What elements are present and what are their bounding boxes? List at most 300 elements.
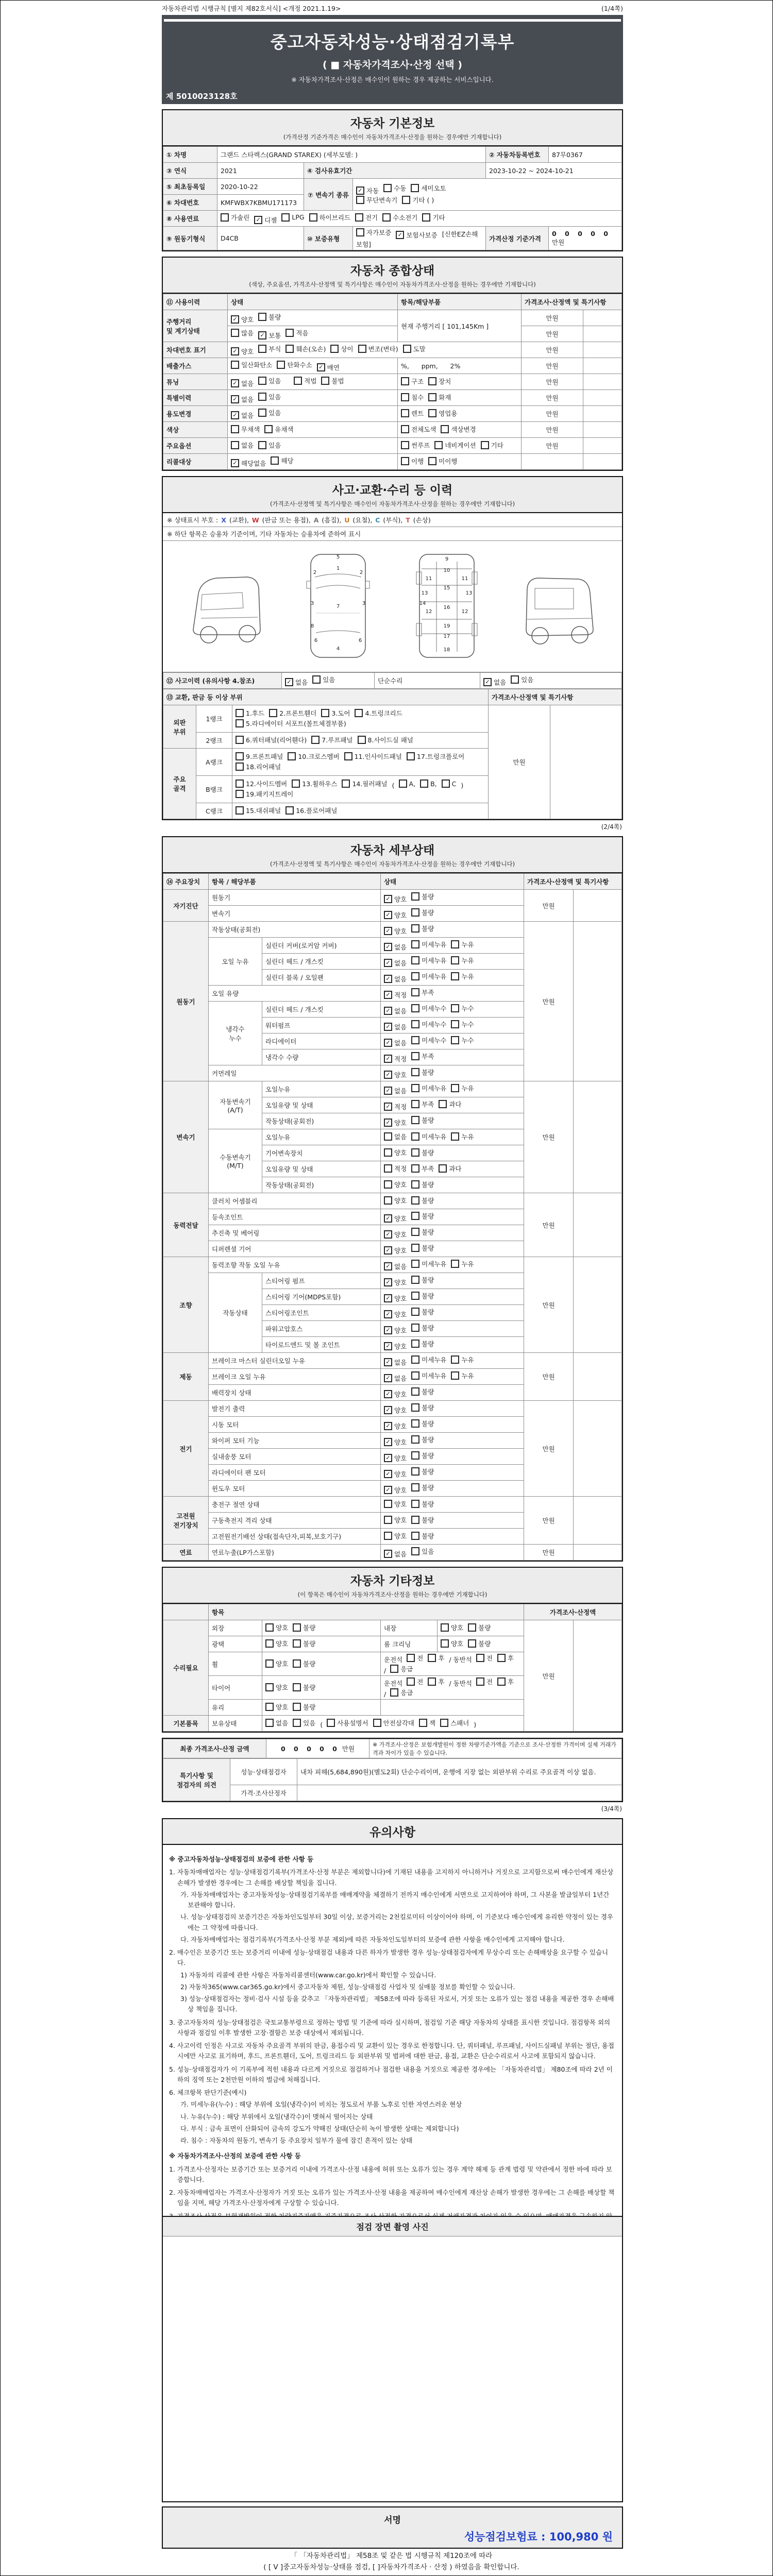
checkbox[interactable] <box>411 972 419 980</box>
checkbox-option[interactable] <box>403 344 426 353</box>
checkbox-option[interactable] <box>411 1531 434 1540</box>
checkbox-option[interactable] <box>384 1389 407 1399</box>
checkbox-option[interactable] <box>411 892 434 901</box>
checkbox[interactable]: ✓ <box>258 331 266 340</box>
checkbox[interactable] <box>468 1623 476 1632</box>
checkbox-option[interactable] <box>451 1004 474 1013</box>
checkbox-option[interactable] <box>344 752 402 761</box>
checkbox-option[interactable] <box>231 395 254 404</box>
checkbox-option[interactable] <box>399 779 416 788</box>
checkbox[interactable] <box>411 1244 419 1252</box>
checkbox-option[interactable] <box>411 908 434 917</box>
checkbox-option[interactable] <box>411 1020 446 1029</box>
checkbox-option[interactable] <box>411 1467 434 1476</box>
checkbox-option[interactable] <box>384 1358 407 1367</box>
checkbox[interactable] <box>411 1068 419 1076</box>
checkbox-option[interactable] <box>384 1342 407 1351</box>
checkbox-option[interactable] <box>428 409 457 418</box>
checkbox-option[interactable] <box>236 762 281 771</box>
checkbox[interactable] <box>330 345 339 353</box>
checkbox[interactable] <box>231 361 239 369</box>
checkbox-option[interactable] <box>411 1403 434 1412</box>
checkbox-option[interactable] <box>384 1086 407 1095</box>
checkbox-option[interactable] <box>401 393 424 402</box>
checkbox[interactable] <box>327 1719 335 1727</box>
checkbox[interactable]: ✓ <box>384 1390 392 1398</box>
checkbox[interactable] <box>293 1703 301 1711</box>
checkbox-option[interactable] <box>439 1164 461 1173</box>
checkbox[interactable] <box>236 752 244 760</box>
checkbox[interactable] <box>321 709 329 717</box>
checkbox-option[interactable] <box>293 1623 315 1632</box>
checkbox[interactable]: ✓ <box>231 315 239 324</box>
checkbox[interactable]: ✓ <box>356 187 364 195</box>
checkbox-option[interactable] <box>434 440 476 450</box>
checkbox-option[interactable] <box>236 752 283 761</box>
checkbox-option[interactable] <box>231 425 260 434</box>
checkbox[interactable] <box>384 1180 392 1189</box>
checkbox-option[interactable] <box>293 1659 315 1668</box>
checkbox-option[interactable] <box>236 806 281 815</box>
checkbox[interactable] <box>356 228 364 236</box>
checkbox[interactable] <box>293 1623 301 1632</box>
checkbox-option[interactable] <box>355 213 378 222</box>
checkbox[interactable]: ✓ <box>384 1310 392 1318</box>
checkbox[interactable] <box>390 1688 398 1697</box>
checkbox-option[interactable] <box>384 1132 407 1141</box>
checkbox-option[interactable] <box>231 459 266 468</box>
checkbox[interactable] <box>382 213 391 222</box>
checkbox-option[interactable] <box>428 456 457 466</box>
checkbox-option[interactable] <box>441 1623 463 1632</box>
checkbox[interactable]: ✓ <box>384 1358 392 1366</box>
checkbox-option[interactable] <box>236 735 307 744</box>
checkbox[interactable] <box>451 956 459 964</box>
checkbox[interactable] <box>401 393 409 401</box>
checkbox[interactable] <box>411 956 419 964</box>
checkbox-option[interactable] <box>265 1702 288 1711</box>
checkbox-option[interactable] <box>451 1083 474 1093</box>
checkbox-option[interactable] <box>407 1677 423 1686</box>
checkbox[interactable] <box>411 1292 419 1300</box>
checkbox[interactable]: ✓ <box>384 1118 392 1127</box>
checkbox-option[interactable] <box>401 377 424 386</box>
checkbox[interactable]: ✓ <box>384 1039 392 1047</box>
checkbox-option[interactable] <box>356 228 391 237</box>
checkbox[interactable] <box>293 1719 301 1727</box>
checkbox[interactable] <box>439 1100 447 1108</box>
checkbox[interactable] <box>265 1639 274 1648</box>
checkbox-option[interactable] <box>411 1339 434 1348</box>
checkbox[interactable] <box>383 184 392 192</box>
checkbox[interactable] <box>271 456 279 465</box>
checkbox-option[interactable] <box>411 1515 434 1524</box>
checkbox-option[interactable] <box>294 376 316 385</box>
checkbox-option[interactable] <box>411 1275 434 1284</box>
checkbox-option[interactable] <box>236 789 293 799</box>
checkbox[interactable] <box>356 196 364 204</box>
checkbox[interactable]: ✓ <box>231 459 239 467</box>
checkbox-option[interactable] <box>407 752 464 761</box>
checkbox[interactable]: ✓ <box>384 1007 392 1015</box>
checkbox-option[interactable] <box>428 1677 444 1686</box>
checkbox[interactable] <box>258 313 266 321</box>
checkbox-option[interactable] <box>293 1639 315 1648</box>
checkbox-option[interactable] <box>390 1664 413 1673</box>
checkbox-option[interactable] <box>401 425 436 434</box>
checkbox[interactable]: ✓ <box>384 1023 392 1031</box>
checkbox[interactable] <box>411 1148 419 1157</box>
checkbox-option[interactable] <box>401 456 424 466</box>
checkbox[interactable] <box>342 779 350 788</box>
checkbox-option[interactable] <box>384 1453 407 1463</box>
checkbox[interactable] <box>411 184 419 192</box>
checkbox[interactable] <box>411 988 419 996</box>
checkbox-option[interactable] <box>254 215 277 225</box>
checkbox[interactable]: ✓ <box>285 678 293 686</box>
checkbox[interactable] <box>411 1036 419 1044</box>
checkbox-option[interactable] <box>265 1659 288 1668</box>
checkbox-option[interactable] <box>419 1718 435 1727</box>
checkbox-option[interactable] <box>236 719 346 728</box>
checkbox-option[interactable] <box>497 1677 514 1686</box>
checkbox-option[interactable] <box>321 376 344 385</box>
checkbox[interactable] <box>401 457 409 465</box>
checkbox[interactable] <box>269 709 277 717</box>
checkbox[interactable] <box>411 1020 419 1028</box>
checkbox-option[interactable] <box>411 1243 434 1252</box>
checkbox-option[interactable] <box>411 1355 446 1364</box>
checkbox[interactable] <box>401 425 409 433</box>
checkbox-option[interactable] <box>330 344 353 353</box>
checkbox[interactable]: ✓ <box>231 347 239 355</box>
checkbox[interactable] <box>231 425 239 433</box>
checkbox-option[interactable] <box>481 440 503 450</box>
checkbox[interactable] <box>236 790 244 798</box>
checkbox-option[interactable] <box>258 408 281 417</box>
checkbox[interactable] <box>476 1677 484 1686</box>
checkbox-option[interactable] <box>384 1196 407 1205</box>
checkbox-option[interactable] <box>384 1549 407 1558</box>
checkbox[interactable] <box>258 345 266 353</box>
checkbox-option[interactable] <box>277 360 312 369</box>
checkbox-option[interactable] <box>265 1639 288 1648</box>
checkbox[interactable] <box>265 1623 274 1632</box>
checkbox-option[interactable] <box>411 1435 434 1444</box>
checkbox[interactable] <box>355 709 363 717</box>
checkbox[interactable] <box>236 806 244 815</box>
checkbox[interactable] <box>411 1355 419 1364</box>
checkbox[interactable] <box>411 1180 419 1189</box>
checkbox-option[interactable] <box>441 1639 463 1648</box>
checkbox-option[interactable] <box>411 1259 446 1268</box>
checkbox[interactable] <box>258 393 266 401</box>
checkbox-option[interactable] <box>468 1623 491 1632</box>
checkbox[interactable] <box>258 441 266 449</box>
checkbox[interactable]: ✓ <box>384 1406 392 1414</box>
checkbox[interactable] <box>411 1164 419 1173</box>
checkbox[interactable] <box>402 196 410 204</box>
checkbox[interactable] <box>411 1371 419 1380</box>
checkbox-option[interactable] <box>356 195 397 205</box>
checkbox-option[interactable] <box>411 1132 446 1141</box>
checkbox-option[interactable] <box>384 1326 407 1335</box>
checkbox[interactable]: ✓ <box>384 927 392 935</box>
checkbox-option[interactable] <box>265 1718 288 1727</box>
checkbox[interactable] <box>293 1639 301 1648</box>
checkbox-option[interactable] <box>231 315 254 324</box>
checkbox[interactable] <box>264 425 273 433</box>
checkbox[interactable] <box>281 213 290 222</box>
checkbox[interactable]: ✓ <box>384 975 392 983</box>
checkbox-option[interactable] <box>384 1310 407 1319</box>
checkbox-option[interactable] <box>384 1437 407 1447</box>
checkbox[interactable] <box>451 1004 459 1012</box>
checkbox-option[interactable] <box>312 675 335 684</box>
checkbox-option[interactable] <box>384 1214 407 1223</box>
checkbox[interactable] <box>411 1419 419 1428</box>
checkbox[interactable] <box>411 1308 419 1316</box>
checkbox-option[interactable] <box>327 1718 368 1727</box>
checkbox[interactable]: ✓ <box>483 678 492 686</box>
checkbox[interactable] <box>384 1132 392 1141</box>
checkbox-option[interactable] <box>384 1531 407 1540</box>
checkbox[interactable] <box>236 779 244 788</box>
checkbox-option[interactable] <box>411 1371 446 1380</box>
checkbox[interactable] <box>428 1654 436 1662</box>
checkbox-option[interactable] <box>411 1387 434 1396</box>
checkbox-option[interactable] <box>383 183 406 193</box>
checkbox[interactable] <box>384 1532 392 1540</box>
checkbox[interactable]: ✓ <box>384 1550 392 1558</box>
checkbox[interactable] <box>236 736 244 744</box>
checkbox[interactable] <box>411 1516 419 1524</box>
checkbox-option[interactable] <box>468 1639 491 1648</box>
checkbox[interactable] <box>258 409 266 417</box>
checkbox[interactable] <box>451 972 459 980</box>
checkbox[interactable] <box>221 213 229 222</box>
checkbox-option[interactable] <box>293 1683 315 1692</box>
checkbox[interactable] <box>384 1164 392 1173</box>
checkbox-option[interactable] <box>428 1653 444 1663</box>
checkbox[interactable] <box>358 736 366 744</box>
checkbox-option[interactable] <box>402 195 434 205</box>
checkbox-option[interactable] <box>384 1180 407 1189</box>
checkbox-option[interactable] <box>476 1677 493 1686</box>
checkbox[interactable] <box>428 377 436 385</box>
checkbox[interactable]: ✓ <box>231 379 239 387</box>
checkbox[interactable] <box>434 441 443 449</box>
checkbox-option[interactable] <box>411 924 434 933</box>
checkbox-option[interactable] <box>483 677 506 687</box>
checkbox[interactable] <box>407 1677 415 1686</box>
checkbox[interactable] <box>476 1654 484 1662</box>
checkbox[interactable] <box>401 377 409 385</box>
checkbox[interactable] <box>441 1639 449 1648</box>
checkbox-option[interactable] <box>384 1038 407 1047</box>
checkbox[interactable] <box>497 1677 506 1686</box>
checkbox[interactable]: ✓ <box>384 1071 392 1079</box>
checkbox[interactable] <box>422 213 430 222</box>
checkbox-option[interactable] <box>258 331 281 340</box>
checkbox[interactable]: ✓ <box>384 1342 392 1350</box>
checkbox-option[interactable] <box>355 708 402 718</box>
checkbox[interactable] <box>399 779 407 788</box>
checkbox[interactable] <box>384 1500 392 1508</box>
checkbox-option[interactable] <box>411 1291 434 1300</box>
checkbox[interactable] <box>420 779 428 788</box>
checkbox-option[interactable] <box>411 956 446 965</box>
checkbox-option[interactable] <box>411 1547 434 1556</box>
checkbox[interactable]: ✓ <box>384 1294 392 1302</box>
checkbox[interactable] <box>442 779 450 788</box>
checkbox[interactable] <box>451 1036 459 1044</box>
checkbox[interactable]: ✓ <box>384 895 392 903</box>
checkbox[interactable] <box>358 345 366 353</box>
checkbox[interactable]: ✓ <box>231 395 239 403</box>
checkbox[interactable] <box>285 806 294 815</box>
checkbox[interactable]: ✓ <box>384 1454 392 1462</box>
checkbox-option[interactable] <box>269 708 316 718</box>
checkbox-option[interactable] <box>384 1421 407 1431</box>
checkbox[interactable] <box>355 213 363 222</box>
checkbox[interactable] <box>411 924 419 933</box>
checkbox-option[interactable] <box>411 1099 434 1109</box>
checkbox-option[interactable] <box>258 312 281 321</box>
checkbox-option[interactable] <box>231 360 272 369</box>
checkbox-option[interactable] <box>221 213 249 222</box>
checkbox[interactable] <box>439 1164 447 1173</box>
checkbox-option[interactable] <box>411 1083 446 1093</box>
checkbox-option[interactable] <box>285 328 308 337</box>
checkbox-option[interactable] <box>390 1688 413 1697</box>
checkbox-option[interactable] <box>411 1323 434 1332</box>
checkbox[interactable]: ✓ <box>384 1470 392 1478</box>
checkbox-option[interactable] <box>309 213 350 222</box>
checkbox-option[interactable] <box>451 940 474 949</box>
checkbox[interactable] <box>411 1116 419 1124</box>
checkbox[interactable] <box>231 441 239 449</box>
checkbox-option[interactable] <box>311 735 352 744</box>
checkbox[interactable] <box>285 345 294 353</box>
checkbox[interactable] <box>451 940 459 948</box>
checkbox-option[interactable] <box>384 1278 407 1287</box>
checkbox[interactable] <box>441 425 449 433</box>
checkbox-option[interactable] <box>384 1118 407 1127</box>
checkbox-option[interactable] <box>407 1653 423 1663</box>
checkbox[interactable] <box>294 377 302 385</box>
checkbox-option[interactable] <box>428 377 451 386</box>
checkbox[interactable] <box>411 1547 419 1555</box>
checkbox[interactable]: ✓ <box>384 1278 392 1286</box>
checkbox-option[interactable] <box>231 440 254 450</box>
checkbox-option[interactable] <box>411 988 434 997</box>
checkbox-option[interactable] <box>321 708 350 718</box>
checkbox-option[interactable] <box>497 1653 514 1663</box>
checkbox[interactable]: ✓ <box>384 1374 392 1382</box>
checkbox-option[interactable] <box>288 752 339 761</box>
checkbox-option[interactable] <box>384 1246 407 1255</box>
checkbox[interactable] <box>451 1371 459 1380</box>
checkbox[interactable] <box>265 1683 274 1691</box>
checkbox-option[interactable] <box>384 1294 407 1303</box>
checkbox[interactable] <box>451 1084 459 1092</box>
checkbox[interactable] <box>411 1451 419 1460</box>
checkbox-option[interactable] <box>411 1180 434 1189</box>
checkbox[interactable] <box>401 441 409 449</box>
checkbox[interactable] <box>428 457 436 465</box>
checkbox-option[interactable] <box>384 926 407 936</box>
checkbox-option[interactable] <box>384 974 407 984</box>
checkbox-option[interactable] <box>411 1307 434 1316</box>
checkbox[interactable] <box>236 762 244 771</box>
checkbox[interactable] <box>373 1719 381 1727</box>
checkbox[interactable] <box>285 329 294 337</box>
checkbox-option[interactable] <box>401 440 430 450</box>
checkbox-option[interactable] <box>451 1355 474 1364</box>
checkbox-option[interactable] <box>264 425 293 434</box>
checkbox-option[interactable] <box>317 363 340 372</box>
checkbox[interactable] <box>231 329 239 337</box>
checkbox[interactable] <box>440 1719 448 1727</box>
checkbox[interactable] <box>411 1276 419 1284</box>
checkbox-option[interactable] <box>411 1148 434 1157</box>
checkbox-option[interactable] <box>411 1036 446 1045</box>
checkbox-option[interactable] <box>382 213 417 222</box>
checkbox[interactable] <box>403 345 411 353</box>
checkbox[interactable] <box>265 1719 274 1727</box>
checkbox-option[interactable] <box>411 1115 434 1125</box>
checkbox-option[interactable] <box>384 1022 407 1031</box>
checkbox-option[interactable] <box>384 1148 407 1157</box>
checkbox-option[interactable] <box>258 440 281 450</box>
checkbox[interactable]: ✓ <box>384 1486 392 1494</box>
checkbox-option[interactable] <box>258 376 281 385</box>
checkbox-option[interactable] <box>258 392 281 401</box>
checkbox[interactable] <box>321 377 329 385</box>
checkbox-option[interactable] <box>384 1499 407 1509</box>
checkbox[interactable] <box>411 1532 419 1540</box>
checkbox-option[interactable] <box>401 409 424 418</box>
checkbox-option[interactable] <box>265 1683 288 1692</box>
checkbox[interactable] <box>428 393 436 401</box>
checkbox[interactable]: ✓ <box>384 1230 392 1239</box>
checkbox-option[interactable] <box>231 347 254 356</box>
checkbox-option[interactable] <box>411 1196 434 1205</box>
checkbox-option[interactable] <box>384 1405 407 1415</box>
checkbox[interactable] <box>407 752 415 760</box>
checkbox[interactable]: ✓ <box>384 1326 392 1334</box>
checkbox-option[interactable] <box>451 1132 474 1141</box>
checkbox-option[interactable] <box>285 806 337 815</box>
checkbox-option[interactable] <box>411 972 446 981</box>
checkbox[interactable] <box>411 1004 419 1012</box>
checkbox-option[interactable] <box>285 677 308 687</box>
checkbox[interactable] <box>497 1654 506 1662</box>
checkbox-option[interactable] <box>384 1006 407 1015</box>
checkbox-option[interactable] <box>411 1052 434 1061</box>
checkbox[interactable] <box>390 1665 398 1673</box>
checkbox[interactable] <box>441 1623 449 1632</box>
checkbox[interactable] <box>428 409 436 417</box>
checkbox[interactable]: ✓ <box>384 943 392 951</box>
checkbox-option[interactable] <box>384 1485 407 1495</box>
checkbox-option[interactable] <box>411 1067 434 1077</box>
checkbox-option[interactable] <box>428 393 451 402</box>
checkbox[interactable]: ✓ <box>384 1087 392 1095</box>
checkbox[interactable]: ✓ <box>384 1262 392 1270</box>
checkbox-option[interactable] <box>476 1653 493 1663</box>
